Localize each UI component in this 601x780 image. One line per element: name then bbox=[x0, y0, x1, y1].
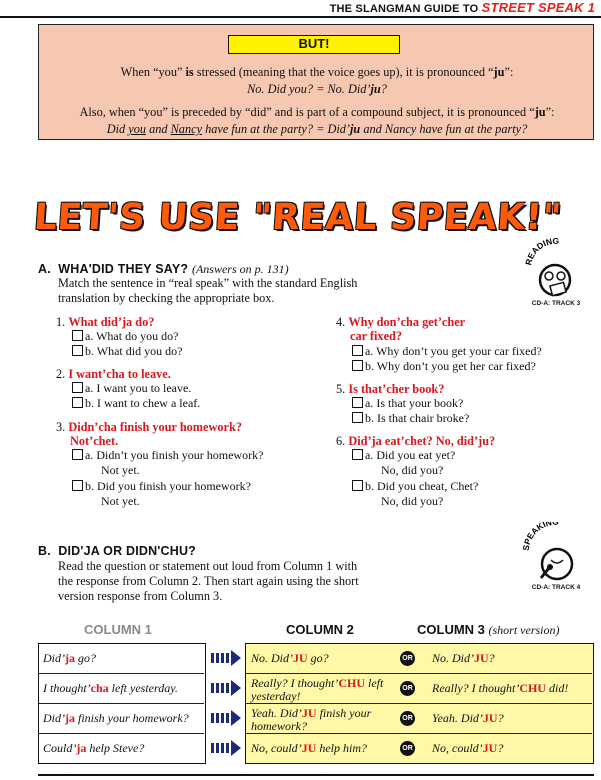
arrow-icon bbox=[211, 680, 241, 696]
option-6b-line-2: No, did you? bbox=[381, 494, 444, 508]
checkbox[interactable] bbox=[352, 412, 363, 423]
svg-text:SPEAKING: SPEAKIN bbox=[520, 522, 553, 552]
option-6b[interactable]: b. Did you cheat, Chet? bbox=[352, 479, 478, 493]
question-6: 6. Did’ja eat’chet? No, did’ju? bbox=[336, 434, 496, 448]
checkbox[interactable] bbox=[352, 397, 363, 408]
section-a-instructions: Match the sentence in “real speak” with the standard English translation by checking the appropriate box. bbox=[58, 276, 358, 305]
page-header bbox=[0, 0, 601, 16]
checkbox[interactable] bbox=[72, 480, 83, 491]
option-1a[interactable]: a. What do you do? bbox=[72, 329, 178, 343]
col1-row-4: Could’ja help Steve? bbox=[43, 741, 145, 755]
speaking-icon bbox=[519, 522, 593, 584]
section-b-instructions: Read the question or statement out loud from Column 1 with the response from Column 2. Then start again using the short version response from Column 3. bbox=[58, 559, 359, 603]
reading-caption: CD-A: TRACK 3 bbox=[531, 300, 581, 307]
reading-badge bbox=[519, 238, 593, 305]
reading-icon bbox=[519, 238, 593, 300]
but-title: BUT! bbox=[228, 35, 400, 54]
but-line-2: No. Did you? = No. Did’ju? bbox=[247, 82, 387, 96]
col3-row-1: No. Did’JU? bbox=[432, 651, 495, 665]
checkbox[interactable] bbox=[72, 382, 83, 393]
arrow-icon bbox=[211, 650, 241, 666]
row-divider bbox=[39, 703, 204, 704]
checkbox[interactable] bbox=[72, 397, 83, 408]
checkbox[interactable] bbox=[352, 345, 363, 356]
section-title: LET'S USE "REAL SPEAK!" bbox=[32, 197, 564, 238]
option-2b[interactable]: b. I want to chew a leaf. bbox=[72, 396, 200, 410]
row-divider bbox=[246, 703, 592, 704]
option-4a[interactable]: a. Why don’t you get your car fixed? bbox=[352, 344, 542, 358]
option-3b-line-2: Not yet. bbox=[101, 494, 140, 508]
question-3: 3. Didn’cha finish your homework? bbox=[56, 420, 242, 434]
option-5a[interactable]: a. Is that your book? bbox=[352, 396, 463, 410]
question-5: 5. Is that’cher book? bbox=[336, 382, 445, 396]
checkbox[interactable] bbox=[352, 360, 363, 371]
question-3-line-2: Not’chet. bbox=[70, 434, 119, 448]
header-rule bbox=[0, 16, 601, 18]
option-3b[interactable]: b. Did you finish your homework? bbox=[72, 479, 251, 493]
question-1: 1. What did’ja do? bbox=[56, 315, 155, 329]
bottom-rule bbox=[38, 774, 594, 776]
row-divider bbox=[39, 673, 204, 674]
question-4: 4. Why don’cha get’cher bbox=[336, 315, 466, 329]
or-badge: OR bbox=[400, 681, 415, 696]
col1-row-3: Did’ja finish your homework? bbox=[43, 711, 189, 725]
arrow-icon bbox=[211, 710, 241, 726]
row-divider bbox=[39, 733, 204, 734]
column-1-box bbox=[38, 643, 206, 764]
col2-row-3: Yeah. Did’JU finish your homework? bbox=[251, 706, 372, 733]
column-1-header: COLUMN 1 bbox=[84, 622, 152, 637]
but-line-4: Did you and Nancy have fun at the party? = Did’ju and Nancy have fun at the party? bbox=[106, 122, 528, 136]
column-2-header: COLUMN 2 bbox=[286, 622, 354, 637]
checkbox[interactable] bbox=[72, 449, 83, 460]
option-1b[interactable]: b. What did you do? bbox=[72, 344, 182, 358]
section-b-heading: B. DID'JA OR DIDN'CHU? bbox=[38, 544, 197, 558]
col3-row-4: No, could’JU? bbox=[432, 741, 504, 755]
col1-row-1: Did’ja go? bbox=[43, 651, 96, 665]
question-2: 2. I want’cha to leave. bbox=[56, 367, 171, 381]
checkbox[interactable] bbox=[72, 330, 83, 341]
or-badge: OR bbox=[400, 651, 415, 666]
option-3a-line-2: Not yet. bbox=[101, 463, 140, 477]
row-divider bbox=[246, 673, 592, 674]
option-6a-line-2: No, did you? bbox=[381, 463, 444, 477]
option-6a[interactable]: a. Did you eat yet? bbox=[352, 448, 455, 462]
checkbox[interactable] bbox=[352, 480, 363, 491]
speaking-badge bbox=[519, 522, 593, 589]
col1-row-2: I thought’cha left yesterday. bbox=[43, 681, 178, 695]
svg-text:READING: READING bbox=[523, 238, 560, 267]
question-4-line-2: car fixed? bbox=[350, 329, 403, 343]
running-title: THE SLANGMAN GUIDE TO STREET SPEAK 1 bbox=[329, 0, 595, 15]
checkbox[interactable] bbox=[352, 449, 363, 460]
speaking-caption: CD-A: TRACK 4 bbox=[531, 584, 581, 591]
col2-row-1: No. Did’JU go? bbox=[251, 651, 329, 665]
col3-row-3: Yeah. Did’JU? bbox=[432, 711, 504, 725]
arrow-icon bbox=[211, 740, 241, 756]
column-3-header: COLUMN 3 (short version) bbox=[417, 622, 560, 637]
option-4b[interactable]: b. Why don’t you get her car fixed? bbox=[352, 359, 536, 373]
but-box bbox=[38, 24, 594, 140]
column-2-3-box bbox=[245, 643, 594, 764]
or-badge: OR bbox=[400, 741, 415, 756]
but-line-3: Also, when “you” is preceded by “did” and is part of a compound subject, it is pronounced “ju”: bbox=[79, 105, 555, 119]
col3-row-2: Really? I thought’CHU did! bbox=[432, 681, 569, 695]
option-5b[interactable]: b. Is that chair broke? bbox=[352, 411, 469, 425]
col2-row-2: Really? I thought’CHU left yesterday! bbox=[251, 676, 384, 703]
but-line-1: When “you” is stressed (meaning that the voice goes up), it is pronounced “ju”: bbox=[120, 65, 514, 79]
or-badge: OR bbox=[400, 711, 415, 726]
row-divider bbox=[246, 733, 592, 734]
checkbox[interactable] bbox=[72, 345, 83, 356]
option-3a[interactable]: a. Didn’t you finish your homework? bbox=[72, 448, 263, 462]
option-2a[interactable]: a. I want you to leave. bbox=[72, 381, 191, 395]
col2-row-4: No, could’JU help him? bbox=[251, 741, 368, 755]
section-a-heading: A. WHA'DID THEY SAY? (Answers on p. 131) bbox=[38, 262, 289, 276]
